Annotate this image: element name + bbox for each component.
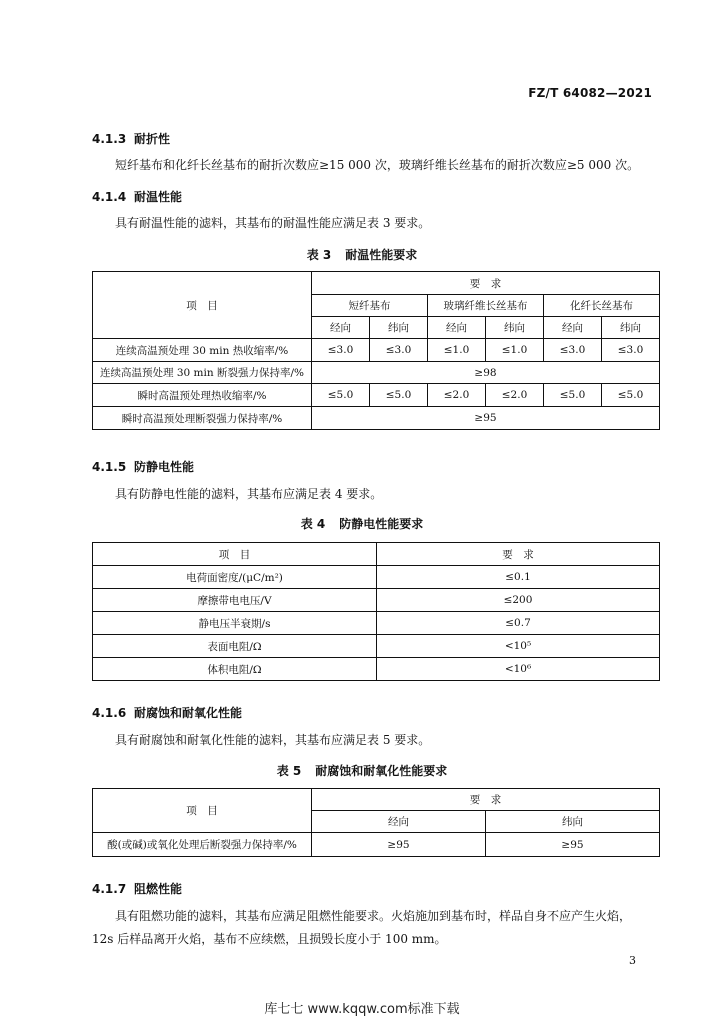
direction-header: 纬向 (602, 317, 660, 339)
row-label: 酸(或碱)或氧化处理后断裂强力保持率/% (93, 833, 312, 857)
section-number: 4.1.6 (92, 706, 127, 720)
table-cell: ≤1.0 (428, 339, 486, 362)
table3-caption (0, 246, 724, 263)
table-cell: ≤200 (377, 589, 660, 612)
section-4-1-7-text-line2: 12s 后样品离开火焰，基布不应续燃，且损毁长度小于 100 mm。 (92, 932, 447, 946)
table-cell: ≥95 (312, 407, 660, 430)
table-cell: ≤3.0 (312, 339, 370, 362)
section-title: 耐腐蚀和耐氧化性能 (134, 706, 243, 720)
section-number: 4.1.4 (92, 190, 127, 204)
table-cell: <10⁵ (377, 635, 660, 658)
group-header: 玻璃纤维长丝基布 (428, 295, 544, 317)
table-cell: ≥95 (486, 833, 660, 857)
section-4-1-4-heading (92, 188, 182, 205)
table-4 (92, 542, 660, 681)
table5-caption (0, 762, 724, 779)
section-4-1-3-heading (92, 130, 170, 147)
table-cell: ≤5.0 (544, 384, 602, 407)
section-4-1-5-heading (92, 458, 194, 475)
row-label: 瞬时高温预处理断裂强力保持率/% (93, 407, 312, 430)
section-number: 4.1.7 (92, 882, 127, 896)
table-cell: ≤3.0 (544, 339, 602, 362)
table-5 (92, 788, 660, 857)
table-row (93, 407, 660, 430)
section-4-1-5-text: 具有防静电性能的滤料，其基布应满足表 4 要求。 (115, 487, 383, 501)
section-number: 4.1.5 (92, 460, 127, 474)
table-row (93, 833, 660, 857)
table-row (93, 612, 660, 635)
row-label: 体积电阻/Ω (93, 658, 377, 681)
row-label: 表面电阻/Ω (93, 635, 377, 658)
table-row (93, 658, 660, 681)
row-label: 瞬时高温预处理热收缩率/% (93, 384, 312, 407)
section-4-1-6-heading (92, 704, 242, 721)
table-number: 表 5 (276, 764, 302, 778)
direction-header: 纬向 (486, 317, 544, 339)
table-cell: ≤0.7 (377, 612, 660, 635)
direction-header: 经向 (428, 317, 486, 339)
section-4-1-6-text: 具有耐腐蚀和耐氧化性能的滤料，其基布应满足表 5 要求。 (115, 733, 431, 747)
table-row (93, 339, 660, 362)
direction-header: 纬向 (486, 811, 660, 833)
row-label: 连续高温预处理 30 min 热收缩率/% (93, 339, 312, 362)
table-cell: ≤5.0 (370, 384, 428, 407)
table-title: 耐腐蚀和耐氧化性能要求 (315, 764, 448, 778)
section-title: 防静电性能 (134, 460, 195, 474)
row-label: 静电压半衰期/s (93, 612, 377, 635)
table-cell: ≤3.0 (370, 339, 428, 362)
direction-header: 纬向 (370, 317, 428, 339)
table-cell: ≤2.0 (428, 384, 486, 407)
requirement-header: 要 求 (312, 272, 660, 295)
section-number: 4.1.3 (92, 132, 127, 146)
section-4-1-3-text: 短纤基布和化纤长丝基布的耐折次数应≥15 000 次，玻璃纤维长丝基布的耐折次数应≥5 000 次。 (115, 158, 640, 172)
footer-watermark: 库七七 www.kqqw.com标准下载 (264, 1002, 460, 1017)
item-header: 项 目 (93, 543, 377, 566)
table-number: 表 3 (306, 248, 332, 262)
table4-caption (0, 515, 724, 532)
table-cell: <10⁶ (377, 658, 660, 681)
section-title: 耐折性 (134, 132, 171, 146)
section-4-1-4-text: 具有耐温性能的滤料，其基布的耐温性能应满足表 3 要求。 (115, 216, 431, 230)
section-title: 耐温性能 (134, 190, 183, 204)
table-row (93, 384, 660, 407)
table-number: 表 4 (300, 517, 326, 531)
row-label: 连续高温预处理 30 min 断裂强力保持率/% (93, 362, 312, 384)
table-cell: ≤1.0 (486, 339, 544, 362)
row-label: 摩擦带电电压/V (93, 589, 377, 612)
direction-header: 经向 (544, 317, 602, 339)
table-title: 耐温性能要求 (345, 248, 418, 262)
table-cell: ≤5.0 (602, 384, 660, 407)
requirement-header: 要 求 (312, 789, 660, 811)
table-cell: ≤2.0 (486, 384, 544, 407)
standard-code: FZ/T 64082—2021 (528, 86, 652, 100)
table-row (93, 635, 660, 658)
table-cell: ≤3.0 (602, 339, 660, 362)
page-number: 3 (629, 954, 636, 967)
table-row (93, 589, 660, 612)
table-cell: ≤0.1 (377, 566, 660, 589)
item-header: 项 目 (93, 789, 312, 833)
section-title: 阻燃性能 (134, 882, 183, 896)
table-3 (92, 271, 660, 430)
table-cell: ≥95 (312, 833, 486, 857)
group-header: 化纤长丝基布 (544, 295, 660, 317)
item-header: 项 目 (93, 272, 312, 339)
row-label: 电荷面密度/(μC/m²) (93, 566, 377, 589)
table-row (93, 362, 660, 384)
section-4-1-7-text-line1: 具有阻燃功能的滤料，其基布应满足阻燃性能要求。火焰施加到基布时，样品自身不应产生火焰， (115, 909, 632, 923)
direction-header: 经向 (312, 811, 486, 833)
table-title: 防静电性能要求 (339, 517, 424, 531)
group-header: 短纤基布 (312, 295, 428, 317)
table-cell: ≥98 (312, 362, 660, 384)
table-row (93, 566, 660, 589)
requirement-header: 要 求 (377, 543, 660, 566)
direction-header: 经向 (312, 317, 370, 339)
section-4-1-7-heading (92, 880, 182, 897)
table-cell: ≤5.0 (312, 384, 370, 407)
